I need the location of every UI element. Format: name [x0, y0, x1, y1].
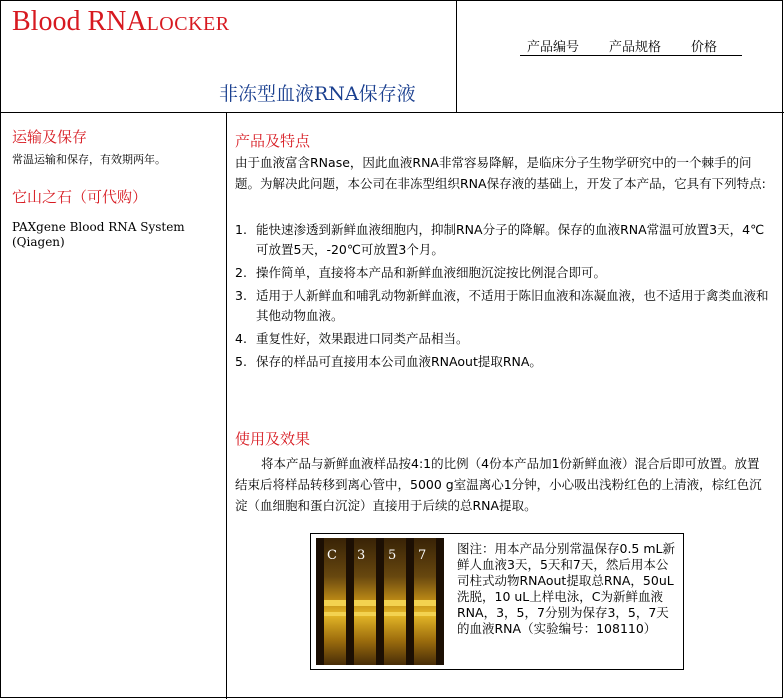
list-item-text: 操作简单，直接将本产品和新鲜血液细胞沉淀按比例混合即可。 [256, 265, 607, 280]
list-item-number: 3. [235, 288, 247, 303]
list-item-text: 保存的样品可直接用本公司血液RNAout提取RNA。 [256, 354, 542, 369]
list-item-number: 1. [235, 222, 247, 237]
header-divider [0, 112, 784, 113]
catalog-number-label: 产品编号 [527, 40, 580, 55]
list-item-number: 2. [235, 265, 247, 280]
lane-label-c: C [327, 548, 337, 563]
list-item-text: 重复性好，效果跟进口同类产品相当。 [256, 331, 469, 346]
features-list [235, 220, 775, 375]
header-column-divider [456, 0, 457, 112]
list-item [235, 352, 775, 372]
usage-heading: 使用及效果 [235, 430, 311, 448]
catalog-columns [527, 36, 717, 55]
alternative-heading: 它山之石（可代购） [12, 188, 148, 206]
catalog-spec-label: 产品规格 [609, 40, 662, 55]
alternative-text: PAXgene Blood RNA System (Qiagen) [12, 220, 185, 249]
list-item [235, 286, 775, 326]
lane-label-7: 7 [418, 548, 427, 563]
lane-label-5: 5 [388, 548, 397, 563]
body-column-divider [226, 112, 227, 699]
product-name: 非冻型血液RNA保存液 [219, 83, 416, 105]
figure-caption: 图注：用本产品分别常温保存0.5 mL新鲜人血液3天，5天和7天，然后用本公司柱式动物RNAout提取总RNA，50uL洗脱，10 uL上样电泳，C为新鲜血液RNA，3，5，7分别为保存3，5，7天的血液RNA（实验编号：108110） [457, 541, 675, 636]
list-item [235, 220, 775, 260]
list-item-text: 适用于人新鲜血和哺乳动物新鲜血液，不适用于陈旧血液和冻凝血液，也不适用于禽类血液和其他动物血液。 [256, 288, 769, 323]
catalog-price-label: 价格 [691, 40, 718, 55]
brand-smallcaps-text: LOCKER [146, 13, 230, 35]
brand-logo [12, 6, 230, 38]
list-item [235, 263, 775, 283]
intro-paragraph: 由于血液富含RNase，因此血液RNA非常容易降解，是临床分子生物学研究中的一个棘手的问题。为解决此问题，本公司在非冻型组织RNA保存液的基础上，开发了本产品，它具有下列特点: [235, 155, 766, 191]
usage-paragraph: 将本产品与新鲜血液样品按4:1的比例（4份本产品加1份新鲜血液）混合后即可放置。放置结束后将样品转移到离心管中，5000 g室温离心1分钟，小心吸出浅粉红色的上清液，棕红色沉淀（血细胞和蛋白沉淀）直接用于后续的总RNA提取。 [235, 456, 762, 513]
list-item-number: 5. [235, 354, 247, 369]
catalog-underline [520, 55, 742, 56]
list-item-number: 4. [235, 331, 247, 346]
brand-main-text: Blood RNA [12, 6, 147, 37]
features-heading: 产品及特点 [235, 132, 311, 150]
lane-label-3: 3 [357, 548, 366, 563]
transport-text: 常温运输和保存，有效期两年。 [12, 153, 166, 166]
list-item-text: 能快速渗透到新鲜血液细胞内，抑制RNA分子的降解。保存的血液RNA常温可放置3天，4℃可放置5天，-20℃可放置3个月。 [256, 222, 765, 257]
transport-heading: 运输及保存 [12, 128, 88, 146]
list-item [235, 329, 775, 349]
